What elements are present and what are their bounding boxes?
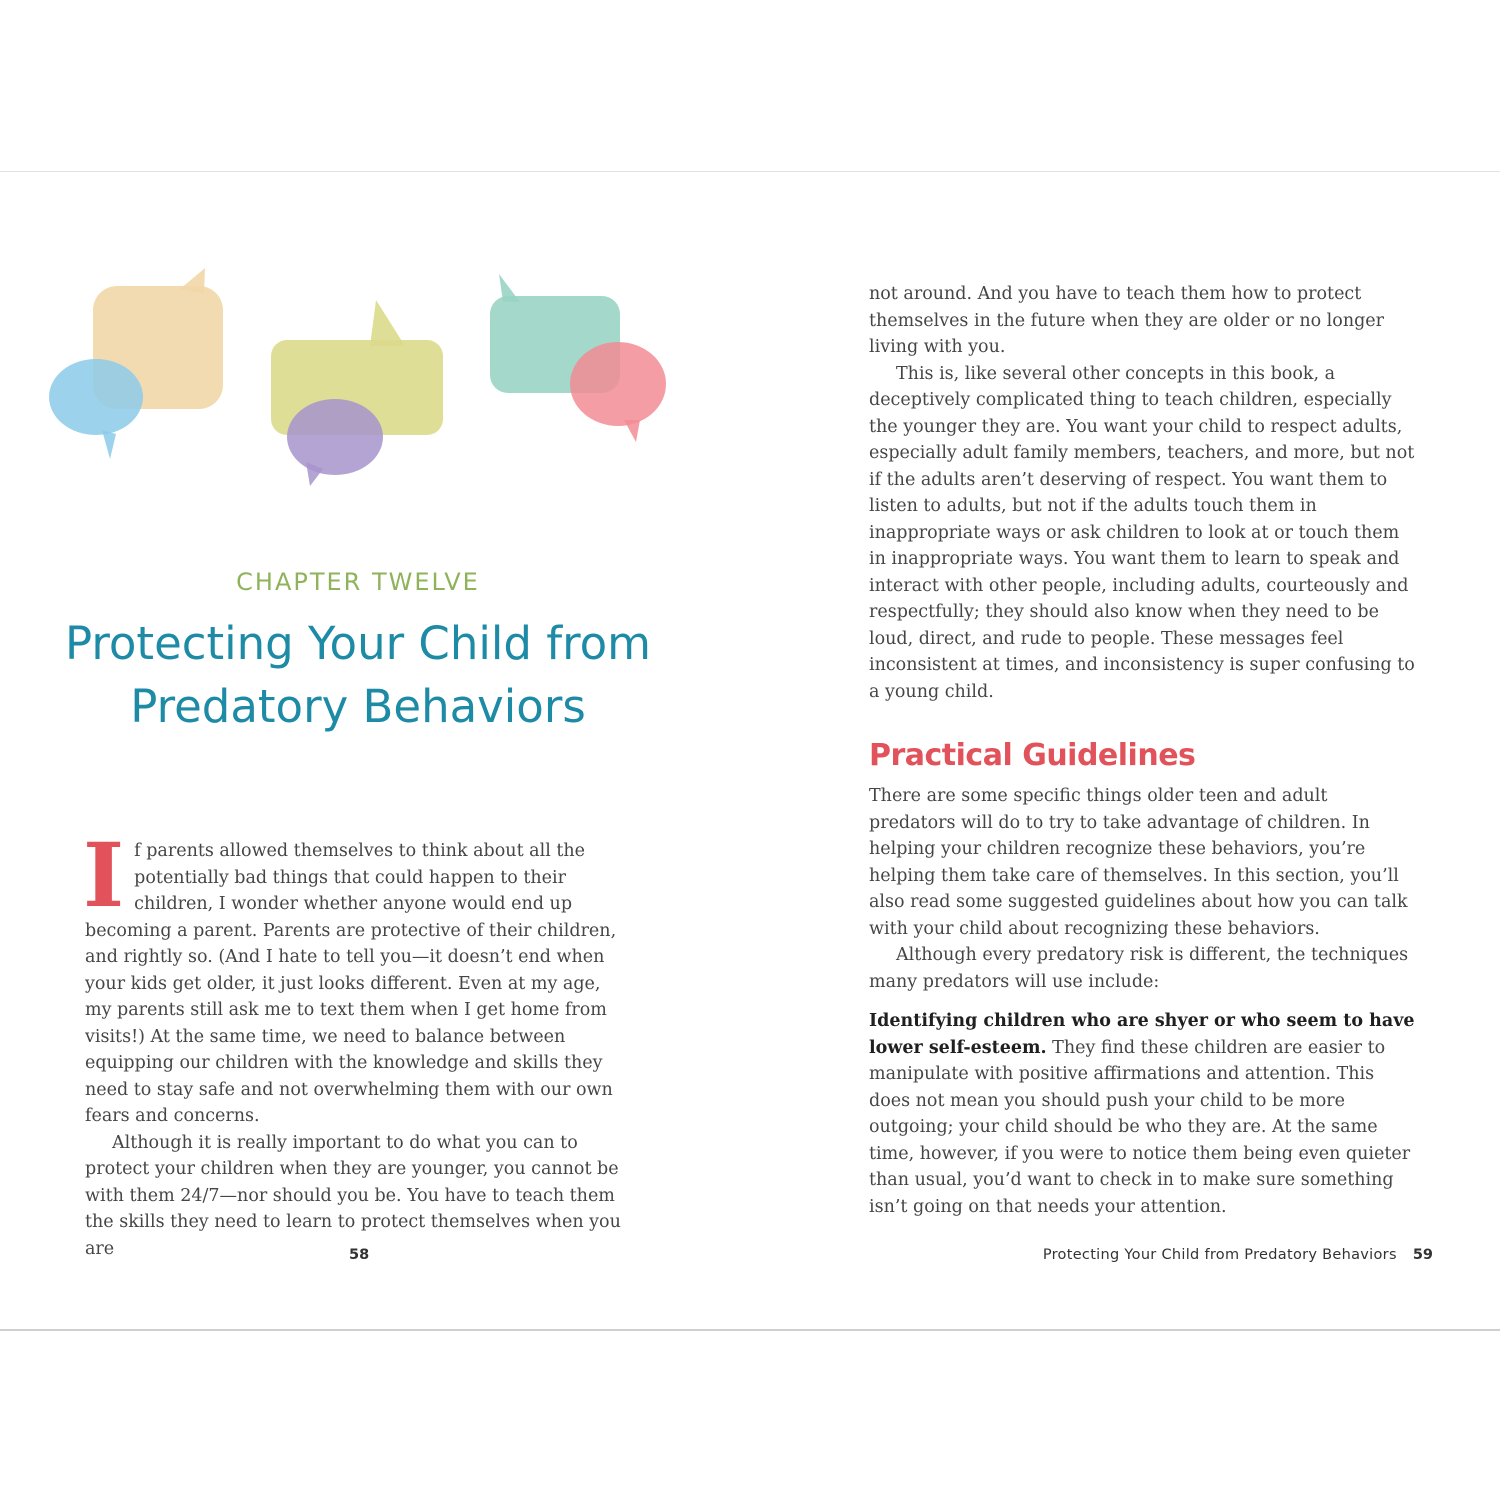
right-page-body (869, 281, 1417, 1220)
drop-cap: I (83, 823, 125, 927)
speech-bubbles-illustration (40, 262, 680, 502)
list-item (869, 1008, 1417, 1220)
opening-paragraph (83, 823, 630, 1130)
chapter-label: CHAPTER TWELVE (236, 568, 480, 596)
continued-paragraph: not around. And you have to teach them how to protect themselves in the future when they are older or no longer living with you. (869, 284, 1385, 357)
body-paragraph: This is, like several other concepts in this book, a deceptively complicated thing to teach children, especially the younger they are. You want your child to respect adults, especially adult family members, teachers, and more, but not if the adults aren’t deserving of respect. You want them to listen to adults, but not if the adults touch them in inappropriate ways or ask children to look at or touch them in inappropriate ways. You want them to learn to speak and interact with other people, including adults, courteously and respectfully; they should also know when they need to be loud, direct, and rude to people. These messages feel inconsistent at times, and inconsistency is super confusing to a young child. (869, 363, 1415, 702)
page-number-left: 58 (349, 1247, 370, 1263)
page-number-right: 59 (1412, 1247, 1433, 1263)
running-head: Protecting Your Child from Predatory Behaviors (1042, 1247, 1397, 1263)
speech-bubble-blue-icon (49, 359, 143, 459)
chapter-title: Protecting Your Child from Predatory Behaviors (65, 617, 651, 733)
opening-paragraph-text: f parents allowed themselves to think about all the potentially bad things that could happen to their children, I wonder whether anyone would end up becoming a parent. Parents are protective of their children, and rightly so. (And I hate to tell you—it doesn’t end when your kids get older, it just looks different. Even at my age, my parents still ask me to text them when I get home from visits!) At the same time, we need to balance between equipping our children with the knowledge and skills they need to stay safe and not overwhelming them with our own fears and concerns. (85, 841, 617, 1126)
left-page-body (83, 823, 630, 1262)
speech-bubble-purple-icon (287, 399, 383, 486)
section-heading: Practical Guidelines (869, 738, 1196, 773)
list-item-text: They find these children are easier to manipulate with positive affirmations and attention. This does not mean you should push your child to be more outgoing; your child should be who they are. At the same time, however, if you were to notice them being even quieter than usual, you’d want to check in to make sure something isn’t going on that needs your attention. (869, 1037, 1411, 1217)
speech-bubble-pink-icon (570, 342, 666, 442)
body-paragraph: Although every predatory risk is different, the techniques many predators will use include: (869, 945, 1409, 992)
body-paragraph: There are some specific things older teen and adult predators will do to try to take advantage of children. In helping your children recognize these behaviors, you’re helping them take care of themselves. In this section, you’ll also read some suggested guidelines about how you can talk with your child about recognizing these behaviors. (869, 786, 1408, 939)
list-item-heading: Identifying children who are shyer or who seem to have lower self-esteem. (869, 1011, 1415, 1058)
page-footer-right (1043, 1247, 1433, 1263)
body-paragraph: Although it is really important to do what you can to protect your children when they are younger, you cannot be with them 24/7—nor should you be. You have to teach them the skills they need to learn to protect themselves when you are (85, 1132, 621, 1259)
